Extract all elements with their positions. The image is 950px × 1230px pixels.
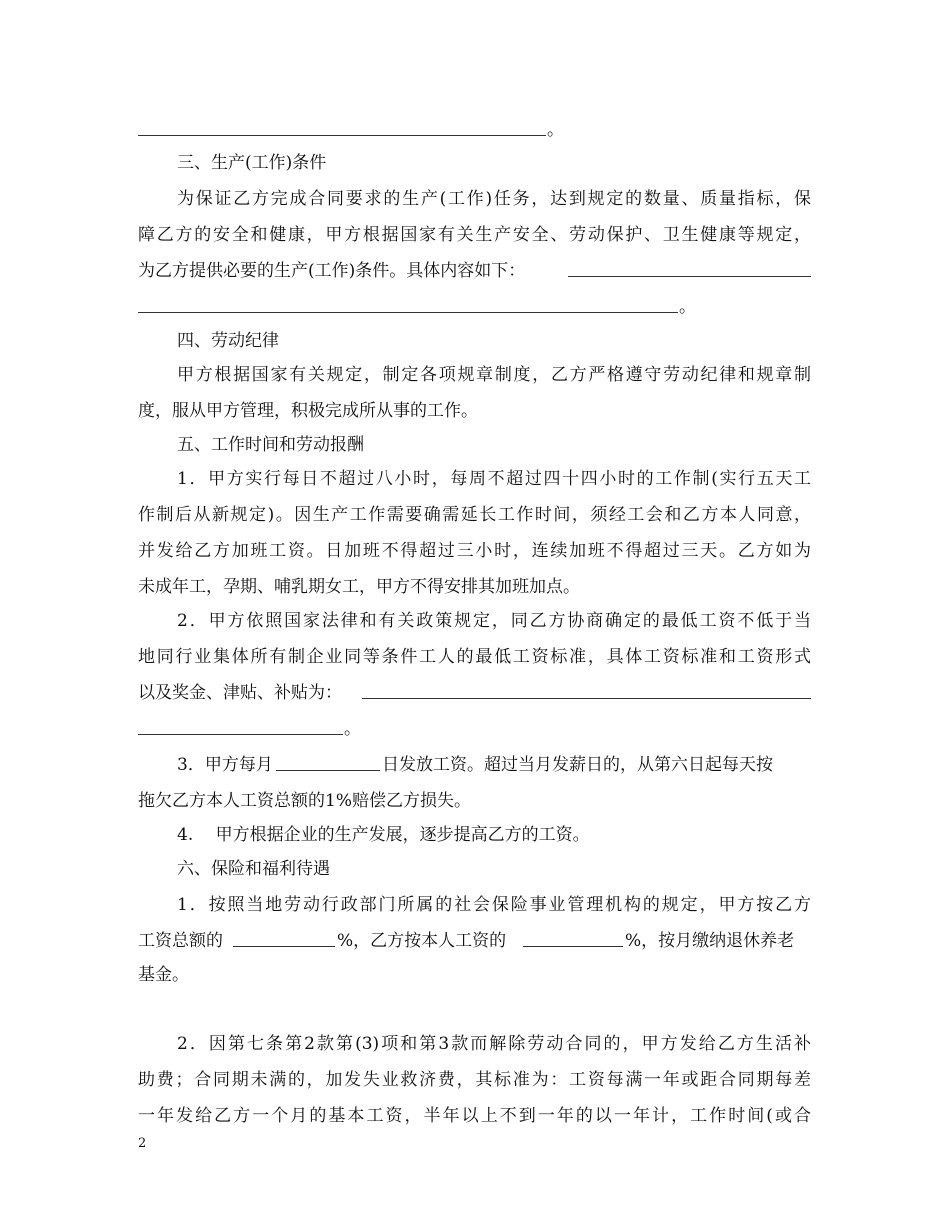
fill-blank[interactable]: [568, 276, 811, 277]
paragraph-text: %，按月缴纳退休养老: [625, 931, 795, 951]
fill-blank[interactable]: [138, 312, 678, 313]
paragraph-line: [0, 783, 950, 819]
heading-text: 四、劳动纪律: [177, 331, 279, 351]
section-heading: [0, 427, 950, 463]
section-heading: [0, 851, 950, 887]
page-number: 2: [138, 1136, 147, 1151]
paragraph-line: [0, 217, 950, 253]
paragraph-text: 2．因第七条第2款第(3)项和第3款而解除劳动合同的，甲方发给乙方生活补: [177, 1034, 811, 1054]
paragraph-line: [0, 817, 950, 853]
paragraph-line: [0, 747, 950, 783]
section-heading: [0, 323, 950, 359]
heading-text: 三、生产(工作)条件: [177, 153, 327, 173]
paragraph-text: 障乙方的安全和健康，甲方根据国家有关生产安全、劳动保护、卫生健康等规定，: [138, 225, 811, 245]
fill-blank[interactable]: [138, 135, 546, 136]
paragraph-line: [0, 497, 950, 533]
paragraph-line: [0, 1098, 950, 1134]
paragraph-line: [0, 533, 950, 569]
paragraph-text: 甲方根据国家有关规定，制定各项规章制度，乙方严格遵守劳动纪律和规章制: [177, 365, 811, 385]
period-mark: 。: [344, 719, 361, 739]
paragraph-line: [0, 181, 950, 217]
paragraph-text: 以及奖金、津贴、补贴为：: [138, 683, 342, 703]
paragraph-text: 日发放工资。超过当月发薪日的，从第六日起每天按: [382, 755, 773, 775]
paragraph-text: 2．甲方依照国家法律和有关政策规定，同乙方协商确定的最低工资不低于当: [177, 611, 811, 631]
paragraph-text: 工资总额的: [138, 931, 223, 951]
paragraph-line: [0, 603, 950, 639]
paragraph-text: 作制后从新规定)。因生产工作需要确需延长工作时间，须经工会和乙方本人同意，: [138, 505, 811, 525]
paragraph-text: 1．甲方实行每日不超过八小时，每周不超过四十四小时的工作制(实行五天工: [177, 469, 811, 489]
period-mark: 。: [679, 297, 696, 317]
paragraph-text: 拖欠乙方本人工资总额的1%赔偿乙方损失。: [138, 791, 471, 811]
paragraph-text: 助费；合同期未满的，加发失业救济费，其标准为：工资每满一年或距合同期每差: [138, 1070, 811, 1090]
paragraph-line: [0, 957, 950, 993]
paragraph-text: 并发给乙方加班工资。日加班不得超过三小时，连续加班不得超过三天。乙方如为: [138, 541, 811, 561]
fill-blank[interactable]: [362, 698, 811, 699]
paragraph-line: [0, 675, 950, 711]
fill-blank[interactable]: [138, 734, 343, 735]
paragraph-line: [0, 1026, 950, 1062]
paragraph-line: [0, 253, 950, 289]
paragraph-line: [0, 461, 950, 497]
paragraph-line: [0, 887, 950, 923]
section-heading: [0, 145, 950, 181]
paragraph-text: 为保证乙方完成合同要求的生产(工作)任务，达到规定的数量、质量指标，保: [177, 189, 811, 209]
paragraph-text: 地同行业集体所有制企业同等条件工人的最低工资标准，具体工资标准和工资形式: [138, 647, 811, 667]
fill-blank-line: [0, 112, 950, 148]
heading-text: 五、工作时间和劳动报酬: [177, 435, 364, 455]
paragraph-line: [0, 393, 950, 429]
fill-blank[interactable]: [523, 946, 623, 947]
paragraph-line: [0, 1062, 950, 1098]
fill-blank-line: [0, 711, 950, 747]
paragraph-line: [0, 569, 950, 605]
fill-blank[interactable]: [276, 770, 380, 771]
paragraph-text: 度，服从甲方管理，积极完成所从事的工作。: [138, 401, 478, 421]
paragraph-text: 基金。: [138, 965, 189, 985]
fill-blank[interactable]: [233, 946, 335, 947]
paragraph-line: [0, 923, 950, 959]
heading-text: 六、保险和福利待遇: [177, 859, 330, 879]
paragraph-text: 为乙方提供必要的生产(工作)条件。具体内容如下：: [138, 261, 526, 281]
paragraph-text: 4. 甲方根据企业的生产发展，逐步提高乙方的工资。: [177, 825, 590, 845]
paragraph-text: 一年发给乙方一个月的基本工资，半年以上不到一年的以一年计，工作时间(或合: [138, 1106, 811, 1126]
fill-blank-line: [0, 289, 950, 325]
paragraph-text: 1．按照当地劳动行政部门所属的社会保险事业管理机构的规定，甲方按乙方: [177, 895, 811, 915]
paragraph-line: [0, 639, 950, 675]
period-mark: 。: [547, 120, 564, 140]
paragraph-text: 未成年工，孕期、哺乳期女工，甲方不得安排其加班加点。: [138, 577, 580, 597]
paragraph-text: 3．甲方每月: [177, 755, 273, 775]
paragraph-line: [0, 357, 950, 393]
paragraph-text: %，乙方按本人工资的: [337, 931, 507, 951]
